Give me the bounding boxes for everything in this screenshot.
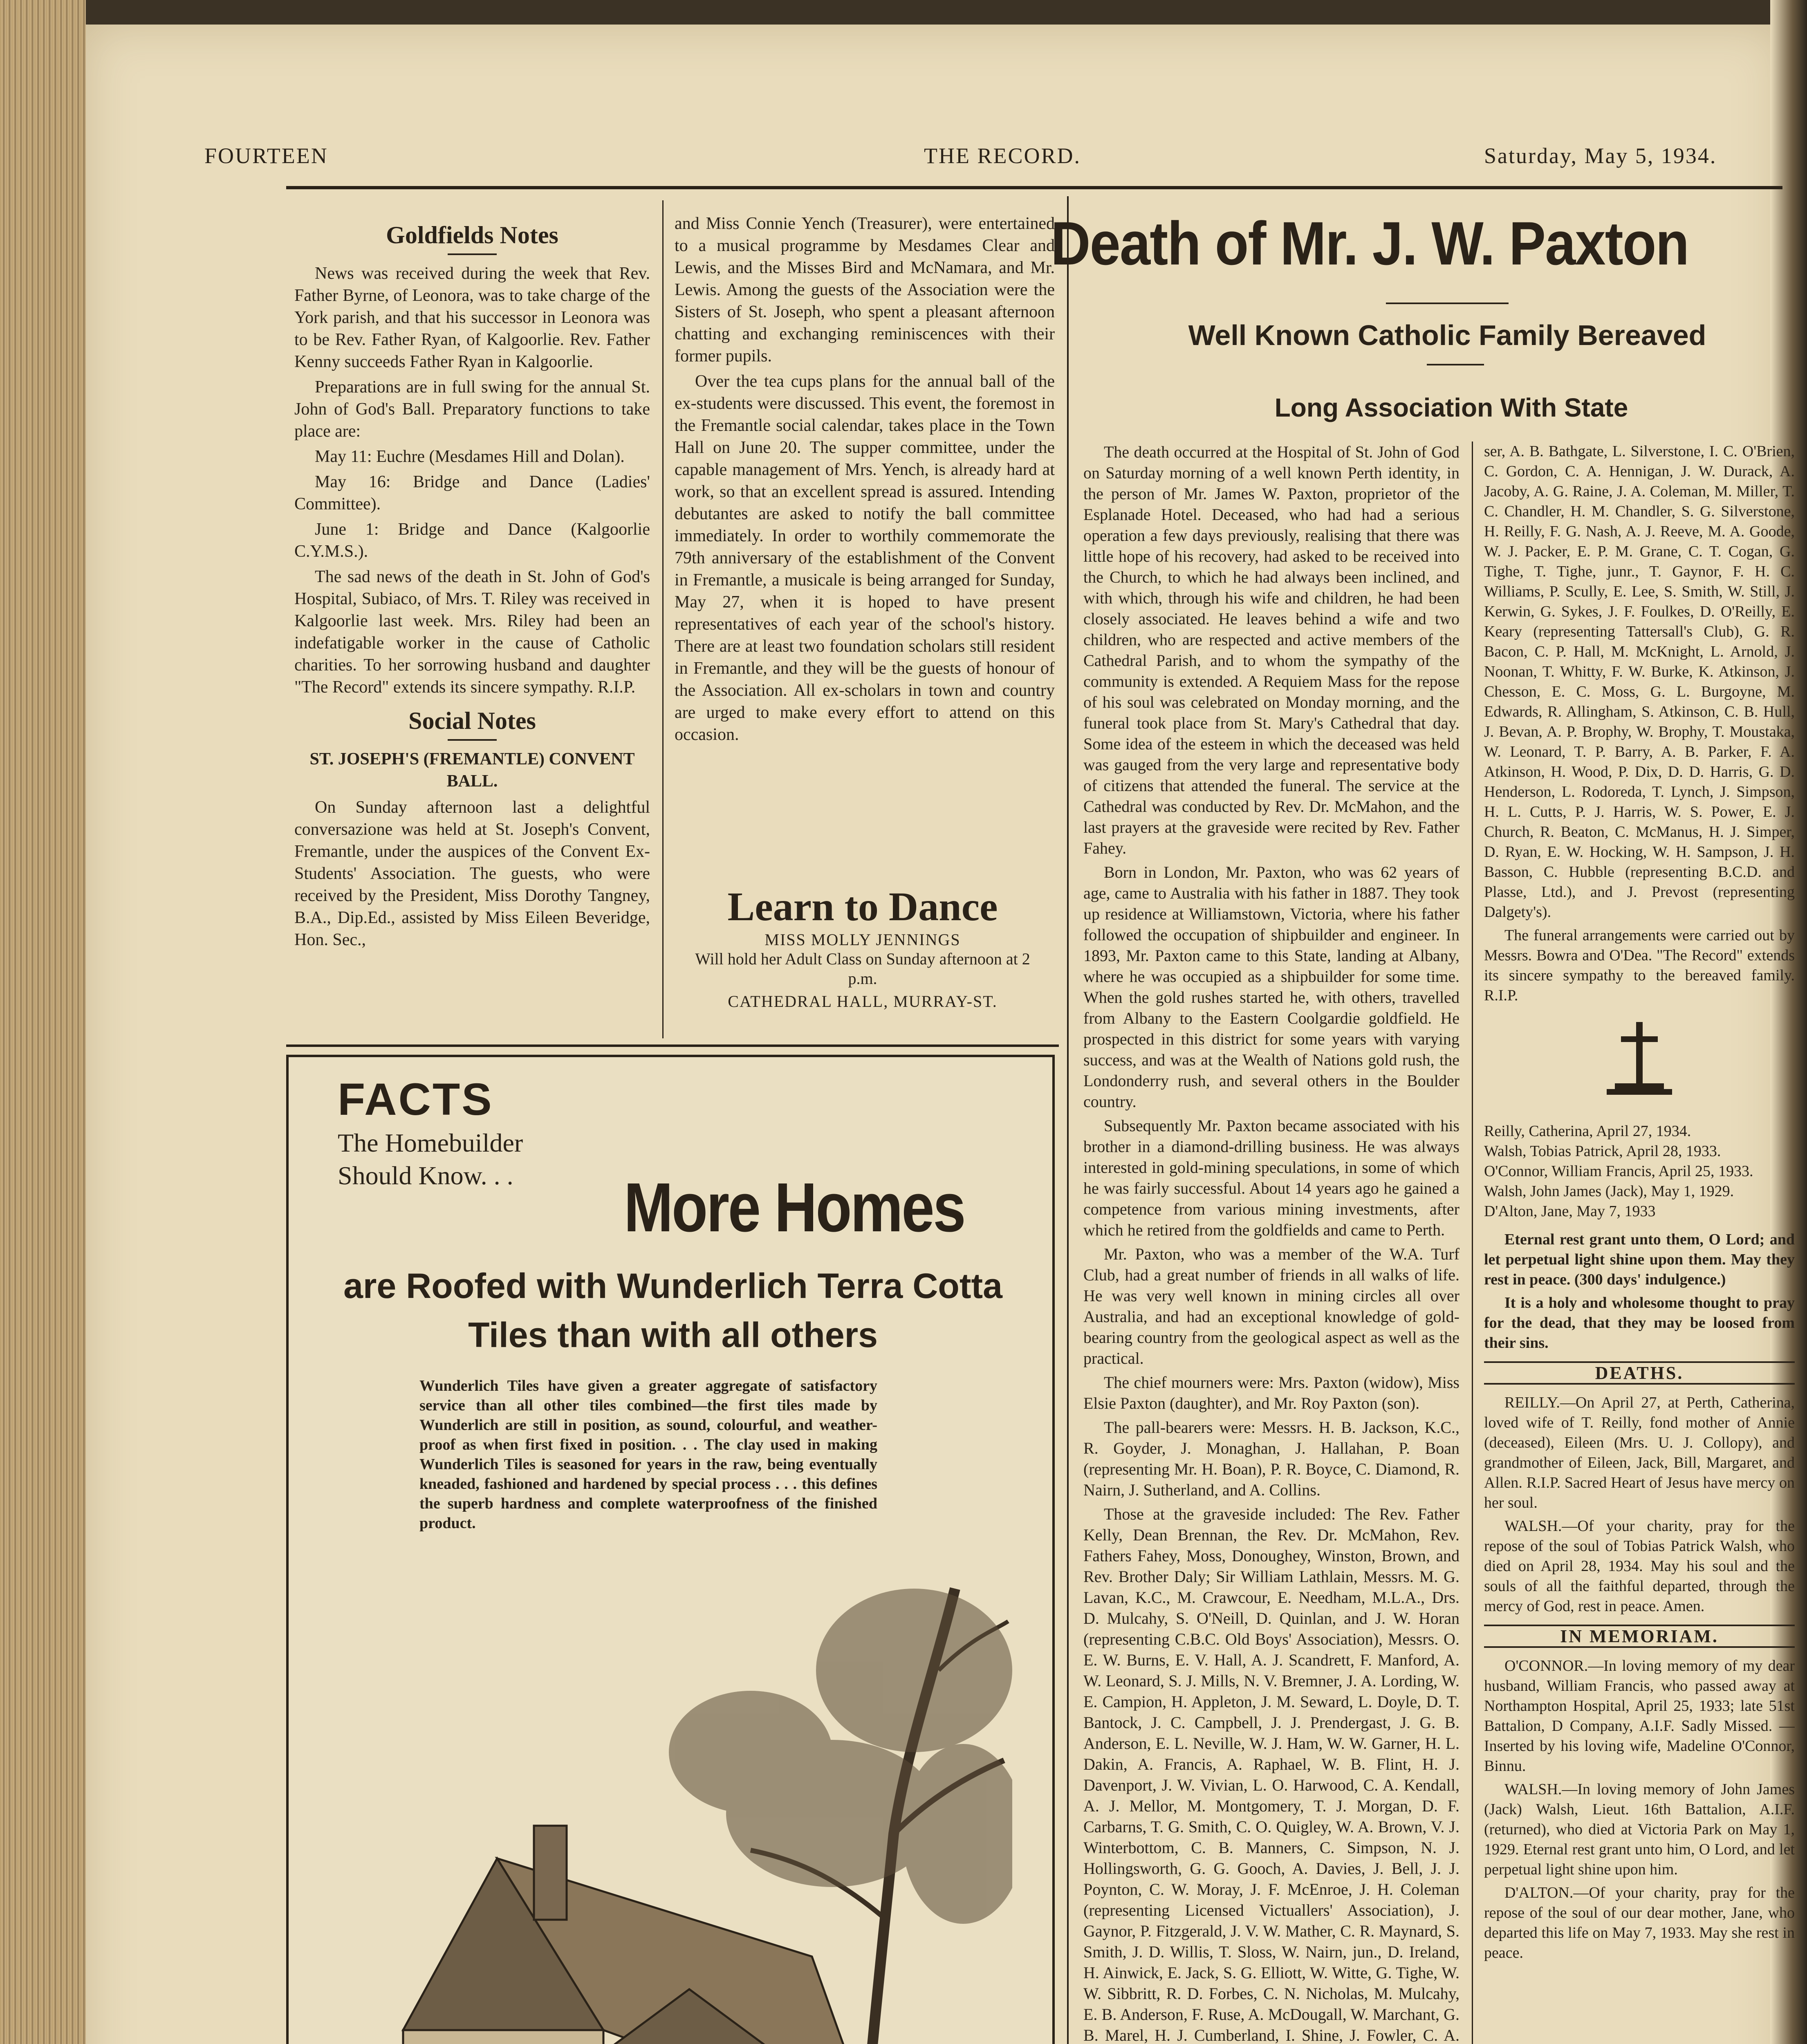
- goldfields-paragraph: June 1: Bridge and Dance (Kalgoorlie C.Y.M.S.).: [294, 520, 650, 561]
- paxton-title: Death of Mr. J. W. Paxton: [1051, 209, 1689, 278]
- death-notice: WALSH.—Of your charity, pray for the repose of the soul of Tobias Patrick Walsh, who died on April 28, 1934. May his soul and the souls of all the faithful departed, through the mercy of God, rest in peace. Amen.: [1484, 1517, 1795, 1615]
- goldfields-paragraph: May 11: Euchre (Mesdames Hill and Dolan).: [315, 447, 625, 466]
- page-number: FOURTEEN: [204, 143, 328, 168]
- paxton-paragraph: Subsequently Mr. Paxton became associated with his brother in a diamond-drilling business. He was always interested in gold-mining speculations, in some of which he was fairly successful. About 14 years ago he gained a competence from various mining investments, after which he retired from the goldfields and came to Perth.: [1083, 1116, 1460, 1239]
- goldfields-paragraph: News was received during the week that Rev. Father Byrne, of Leonora, was to take charge of the York parish, and that his successor in Leonora was to be Rev. Father Ryan, of Kalgoorlie. Rev. Father Kenny succeeds Father Ryan in Kalgoorlie.: [294, 264, 650, 371]
- death-notice: REILLY.—On April 27, at Perth, Catherina, loved wife of T. Reilly, fond mother of Annie (deceased), Eileen (Mrs. U. J. Collopy), and grandmother of Eileen, Jack, Bill, Margaret, and Allen. R.I.P. Sacred Heart of Jesus have mercy on her soul.: [1484, 1394, 1795, 1511]
- paxton-column-1: [1083, 442, 1460, 2044]
- prayer-text: Eternal rest grant unto them, O Lord; and let perpetual light shine upon them. May they rest in peace. (300 days' indulgence.): [1484, 1231, 1795, 1288]
- memoriam-notice: O'CONNOR.—In loving memory of my dear husband, William Francis, who passed away at Northampton Hospital, April 25, 1933; late 51st Battalion, D Company, A.I.F. Sadly Missed. —Inserted by his loving wife, Madeline O'Connor, Binnu.: [1484, 1657, 1795, 1775]
- cross-icon: [1484, 1018, 1795, 1105]
- social-column-continued: [675, 213, 1055, 867]
- paxton-paragraph: The funeral arrangements were carried out by Messrs. Bowra and O'Dea. "The Record" extends its sincere sympathy to the bereaved family. R.I.P.: [1484, 927, 1795, 1004]
- column-rule-notices: [1472, 442, 1473, 2044]
- dance-advert: [670, 883, 1055, 1011]
- paxton-paragraph: The death occurred at the Hospital of St. John of God on Saturday morning of a well known Perth identity, in the person of Mr. James W. Paxton, proprietor of the Esplanade Hotel. Deceased, who had had a serious operation a few days previously, realising that there was little hope of his recovery, had asked to be received into the Church, to which he had always been inclined, and with which, through his wife and children, he had been closely associated. He leaves behind a wife and two children, who are respected and active members of the Cathedral Parish, and to whom the sympathy of the community is extended. A Requiem Mass for the repose of his soul was celebrated on Monday morning, and the funeral took place from St. Mary's Cathedral that day. Some idea of the esteem in which the deceased was held was gauged from the very large and representative body of citizens that attended the funeral. The service at the Cathedral was conducted by Rev. Dr. McMahon, and the last prayers at the graveside were recited by Rev. Father Fahey.: [1083, 443, 1460, 857]
- dance-title: Learn to Dance: [727, 884, 998, 929]
- ad-homebuilder: The Homebuilder Should Know. . .: [338, 1128, 523, 1190]
- memoriam-notice: D'ALTON.—Of your charity, pray for the repose of the soul of our dear mother, Jane, who departed this life on May 7, 1933. May she rest in peace.: [1484, 1884, 1795, 1961]
- column-rule-left: [662, 200, 664, 1038]
- social-paragraph: Over the tea cups plans for the annual ball of the ex-students were discussed. This event, the foremost in the Fremantle social calendar, takes place in the Town Hall on June 20. The supper committee, under the capable management of Mrs. Yench, is already hard at work, so that an excellent spread is assured. Intending debutantes are asked to notify the ball committee immediately. In order to worthily commemorate the 79th anniversary of the establishment of the Convent in Fremantle, a musicale is being arranged for Sunday, May 27, when it is hoped to have present representatives of each year of the school's history. There are at least two foundation scholars still resident in Fremantle, and they will be the guests of honour of the Association. All ex-scholars in town and country are urged to make every effort to attend on this occasion.: [675, 372, 1055, 744]
- ad-top-rule: [286, 1044, 1059, 1047]
- wunderlich-advert: [286, 1055, 1055, 2044]
- goldfields-paragraph: The sad news of the death in St. John of God's Hospital, Subiaco, of Mrs. T. Riley was received in Kalgoorlie last week. Mrs. Riley had been an indefatigable worker in the cause of Catholic charities. To her sorrowing husband and daughter "The Record" extends its sincere sympathy. R.I.P.: [294, 567, 650, 697]
- goldfields-heading: Goldfields Notes: [386, 222, 558, 249]
- paxton-subtitle2: Long Association With State: [1274, 393, 1628, 422]
- anniversary-name: Walsh, John James (Jack), May 1, 1929.: [1484, 1183, 1734, 1200]
- dance-teacher: MISS MOLLY JENNINGS: [764, 930, 961, 949]
- paxton-paragraph: The pall-bearers were: Messrs. H. B. Jackson, K.C., R. Goyder, J. Monaghan, J. Hallahan, P. Boan (representing Mr. H. Boan), P. R. Boyce, C. Diamond, R. Nairn, J. Sutherland, and A. Collins.: [1083, 1418, 1460, 1499]
- holy-thought: It is a holy and wholesome thought to pray for the dead, that they may be loosed from their sins.: [1484, 1294, 1795, 1351]
- issue-date: Saturday, May 5, 1934.: [1484, 143, 1717, 168]
- deaths-heading: DEATHS.: [1484, 1361, 1795, 1385]
- divider: [448, 739, 497, 741]
- header-rule: [286, 186, 1782, 189]
- anniversary-name: Reilly, Catherina, April 27, 1934.: [1484, 1123, 1691, 1140]
- anniversary-name: O'Connor, William Francis, April 25, 1933.: [1484, 1163, 1753, 1180]
- paxton-paragraph: Mr. Paxton, who was a member of the W.A. Turf Club, had a great number of friends in all walks of life. He was very well known in mining circles all over Australia, and had an exceptional knowledge of gold-bearing country from the geological aspect as well as the practical.: [1083, 1245, 1460, 1367]
- page-header: [204, 143, 1762, 188]
- divider: [448, 253, 497, 255]
- paxton-paragraph: Those at the graveside included: The Rev. Father Kelly, Dean Brennan, the Rev. Dr. McMahon, Rev. Fathers Fahey, Moss, Donoughey, Winston, Brown, and Rev. Brother Daly; Sir William Lathlain, Messrs. M. G. Lavan, K.C., M. Crawcour, E. Needham, M.L.A., Drs. D. Mulcahy, S. O'Neill, D. Quinlan, and J. W. Horan (representing C.B.C. Old Boys' Association), Messrs. O. E. W. Burns, E. V. Hall, A. J. Scandrett, F. Manford, A. W. Leonard, S. J. Mills, N. V. Bremner, J. A. Lording, W. E. Campion, H. Appleton, J. M. Seward, L. Doyle, D. T. Bantock, J. C. Campbell, J. J. Prendergast, J. G. B. Anderson, E. L. Neville, W. J. Ham, W. W. Garner, H. L. Dakin, A. Francis, A. Raphael, W. B. Flint, H. J. Davenport, J. W. Vivian, L. O. Harwood, C. A. Kendall, A. J. Mellor, M. Montgomery, T. J. Morgan, D. F. Carbarns, T. G. Smith, C. O. Quigley, W. A. Brown, V. J. Winterbottom, C. B. Manners, C. Simpson, N. J. Hollingsworth, G. G. Gooch, A. Davies, J. Bell, J. J. Poynton, C. W. Moray, J. F. McEnroe, J. H. Coleman (representing Licensed Victuallers' Association), J. Gaynor, P. Fitzgerald, J. V. W. Mather, C. R. Maynard, S. Smith, J. D. Willis, T. Sloss, W. Nairn, jun., D. Ireland, H. Ainwick, E. Jack, S. G. Elliott, W. Witte, G. Tighe, W. W. Sibbritt, R. D. Forbes, C. N. Nicholas, M. Mulcahy, E. B. Anderson, F. Ruse, A. McDougall, W. Marchant, G. B. Marel, H. J. Cumberland, I. Shine, J. Fowler, C. A.: [1083, 1505, 1460, 2044]
- book-page-edges: [0, 0, 86, 2044]
- ad-facts: FACTS: [338, 1074, 493, 1125]
- social-paragraph: and Miss Connie Yench (Treasurer), were entertained to a musical programme by Mesdames Clear and Lewis, and the Misses Bird and McNamara, and Mr. Lewis. Among the guests of the Association were the Sisters of St. Joseph, who spent a pleasant afternoon chatting and exchanging reminiscences with their former pupils.: [675, 214, 1055, 365]
- ad-body: Wunderlich Tiles have given a greater aggregate of satisfactory service than all other tiles combined—the first tiles made by Wunderlich are still in position, as sound, colourful, and weather-proof as when first fixed in position. . . The clay used in making Wunderlich Tiles is seasoned for years in the raw, being eventually kneaded, fashioned and hardened by special process . . . this defines the superb hardness and complete waterproofness of the finished product.: [419, 1377, 877, 1532]
- anniversary-name: Walsh, Tobias Patrick, April 28, 1933.: [1484, 1143, 1721, 1160]
- paxton-paragraph: The chief mourners were: Mrs. Paxton (widow), Miss Elsie Paxton (daughter), and Mr. Roy Paxton (son).: [1083, 1373, 1460, 1412]
- dance-venue: CATHEDRAL HALL, MURRAY-ST.: [728, 992, 998, 1011]
- anniversary-name: D'Alton, Jane, May 7, 1933: [1484, 1203, 1656, 1220]
- memoriam-notice: WALSH.—In loving memory of John James (Jack) Walsh, Lieut. 16th Battalion, A.I.F. (returned), who died at Victoria Park on May 1, 1929. Eternal rest grant unto him, O Lord, and let perpetual light shine upon him.: [1484, 1781, 1795, 1878]
- ad-more-homes: More Homes: [624, 1169, 965, 1246]
- memoriam-heading: IN MEMORIAM.: [1484, 1625, 1795, 1648]
- notices-column: [1484, 442, 1795, 2044]
- goldfields-column: [294, 213, 650, 1042]
- subtitle-divider: [1427, 364, 1484, 365]
- column-rule-right: [1067, 196, 1069, 2044]
- anniversary-list: [1484, 1121, 1795, 1221]
- dance-line: Will hold her Adult Class on Sunday afternoon at 2 p.m.: [695, 950, 1030, 988]
- paper-name: THE RECORD.: [924, 143, 1081, 168]
- goldfields-paragraph: Preparations are in full swing for the annual St. John of God's Ball. Preparatory functions to take place are:: [294, 378, 650, 441]
- social-paragraph: On Sunday afternoon last a delightful conversazione was held at St. Joseph's Convent, Fremantle, under the auspices of the Convent Ex-Students' Association. The guests, who were received by the President, Miss Dorothy Tangney, B.A., Dip.Ed., assisted by Miss Eileen Beveridge, Hon. Sec.,: [294, 798, 650, 949]
- paxton-paragraph: ser, A. B. Bathgate, L. Silverstone, I. C. O'Brien, C. Gordon, C. A. Hennigan, J. W. Durack, A. Jacoby, A. G. Raine, J. A. Coleman, M. Miller, T. C. Chandler, H. M. Chandler, S. G. Silverstone, H. Reilly, F. G. Nash, A. J. Reeve, M. A. Goode, W. J. Packer, E. P. M. Grane, C. T. Cogan, G. Tighe, T. Tighe, junr., T. Gaynor, F. H. C. Williams, P. Scully, E. Lee, S. Smith, W. Still, J. Kerwin, G. Sykes, J. F. Foulkes, D. O'Reilly, E. Keary (representing Tattersall's Club), G. R. Bacon, C. P. Hall, M. McKnight, L. Arnold, J. Noonan, T. Whitty, F. W. Burke, K. Atkinson, J. Chesson, E. C. Moss, G. L. Burgoyne, M. Edwards, R. Allingham, S. Atkinson, C. B. Hull, J. Bevan, A. P. Brophy, W. Brophy, T. Moustaka, W. Leonard, T. P. Barry, A. B. Parker, F. A. Atkinson, H. Wood, P. Dix, D. D. Harris, G. D. Henderson, L. Rodoreda, T. Lynch, J. Simpson, H. L. Cutts, P. J. Harris, W. S. Power, E. J. Church, R. Beaton, C. McManus, H. J. Simper, D. Ryan, E. W. Hocking, W. H. Sampson, J. H. Basson, C. Hubble (representing B.C.D. and Plasse, Ltd.), and J. Prevost (representing Dalgety's).: [1484, 443, 1795, 921]
- paxton-subtitle: Well Known Catholic Family Bereaved: [1188, 319, 1706, 351]
- house-illustration: [342, 1548, 1012, 2044]
- goldfields-paragraph: May 16: Bridge and Dance (Ladies' Committee).: [294, 473, 650, 513]
- paxton-paragraph: Born in London, Mr. Paxton, who was 62 years of age, came to Australia with his father in 1887. They took up residence at Williamstown, Victoria, where his father followed the occupation of shipbuilder and engineer. In 1893, Mr. Paxton came to this State, landing at Albany, where he was occupied as a shipbuilder for some time. When the gold rushes started he, with others, travelled from Albany to the Eastern Coolgardie goldfield. He prospected in this district for some years with varying success, and was at the Wealth of Nations gold rush, the Londonderry rush, and several others in the Boulder country.: [1083, 863, 1460, 1111]
- social-subheading: ST. JOSEPH'S (FREMANTLE) CONVENT BALL.: [309, 750, 635, 791]
- ad-roofed: are Roofed with Wunderlich Terra Cotta Tiles than with all others: [343, 1266, 1002, 1355]
- title-divider: [1386, 303, 1509, 304]
- social-heading: Social Notes: [408, 707, 536, 734]
